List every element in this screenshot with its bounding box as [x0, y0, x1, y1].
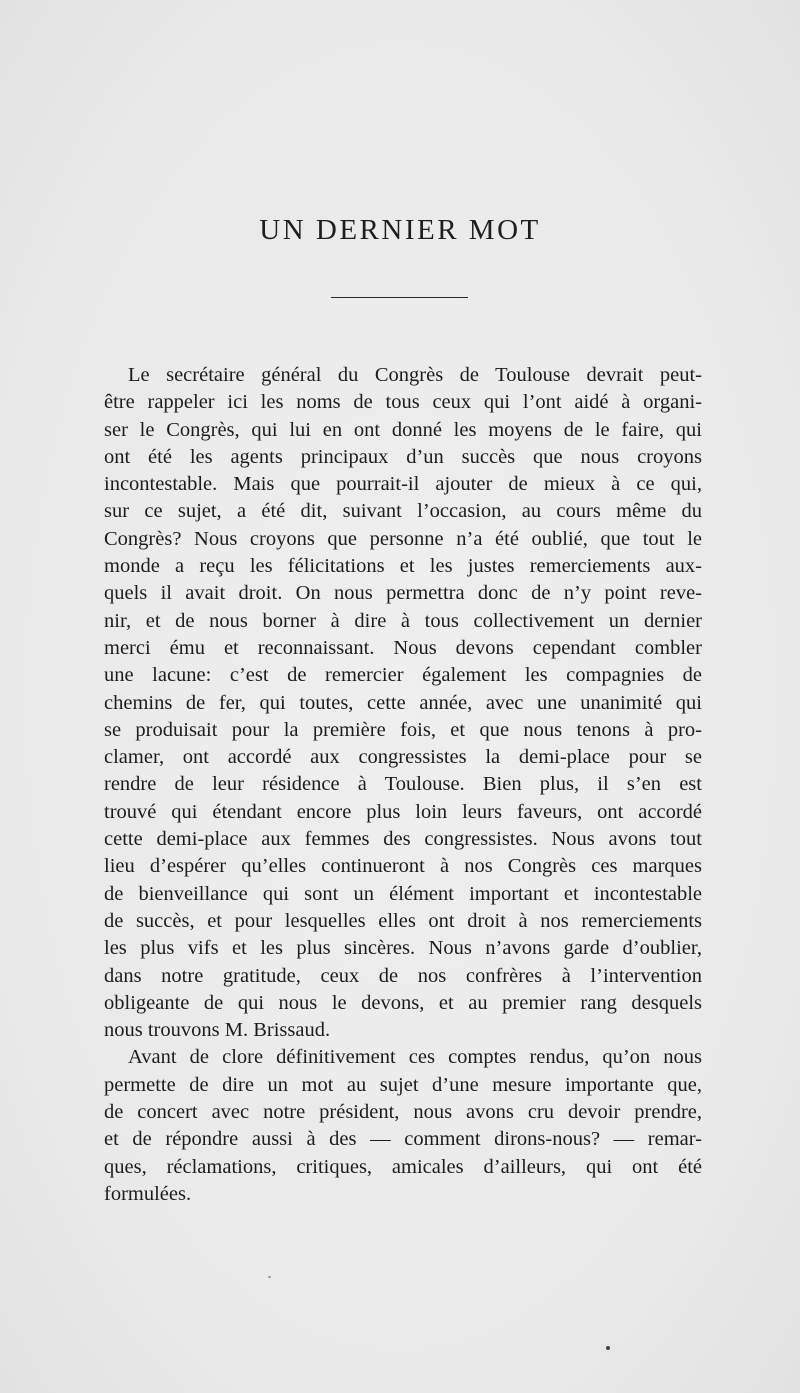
paragraph-2 [104, 1044, 702, 1208]
text-line: monde a reçu les félicitations et les justes remerciements aux- [104, 555, 702, 578]
text-line: rendre de leur résidence à Toulouse. Bien plus, il s’en est [104, 773, 702, 796]
text-line: permette de dire un mot au sujet d’une mesure importante que, [104, 1073, 702, 1096]
text-line: les plus vifs et les plus sincères. Nous n’avons garde d’oublier, [104, 937, 702, 960]
text-line: dans notre gratitude, ceux de nos confrères à l’intervention [104, 964, 702, 987]
text-line: formulées. [104, 1182, 192, 1205]
title-divider [331, 297, 468, 298]
text-line: merci ému et reconnaissant. Nous devons cependant combler [104, 636, 702, 659]
text-line: de bienveillance qui sont un élément important et incontestable [104, 882, 702, 905]
paragraph-1 [104, 362, 702, 1044]
text-line: chemins de fer, qui toutes, cette année, avec une unanimité qui [104, 691, 702, 714]
text-line: ont été les agents principaux d’un succès que nous croyons [104, 445, 702, 468]
text-line: obligeante de qui nous le devons, et au premier rang desquels [104, 991, 702, 1014]
text-line: ques, réclamations, critiques, amicales d’ailleurs, qui ont été [104, 1155, 702, 1178]
text-line: être rappeler ici les noms de tous ceux qui l’ont aidé à organi- [104, 391, 702, 414]
text-line: de concert avec notre président, nous avons cru devoir prendre, [104, 1101, 702, 1124]
text-line: Avant de clore définitivement ces comptes rendus, qu’on nous [128, 1046, 702, 1069]
text-line: une lacune: c’est de remercier également les compagnies de [104, 664, 702, 687]
text-line: de succès, et pour lesquelles elles ont droit à nos remerciements [104, 909, 702, 932]
text-line: sur ce sujet, a été dit, suivant l’occasion, au cours même du [104, 500, 702, 523]
chapter-title: UN DERNIER MOT [259, 214, 541, 246]
text-line: quels il avait droit. On nous permettra donc de n’y point reve- [104, 582, 702, 605]
text-line: clamer, ont accordé aux congressistes la demi-place pour se [104, 746, 702, 769]
text-line: et de répondre aussi à des — comment dirons-nous? — remar- [104, 1128, 702, 1151]
text-line: cette demi-place aux femmes des congressistes. Nous avons tout [104, 828, 702, 851]
text-line: lieu d’espérer qu’elles continueront à nos Congrès ces marques [104, 855, 702, 878]
text-line: ser le Congrès, qui lui en ont donné les moyens de le faire, qui [104, 418, 702, 441]
text-line: Congrès? Nous croyons que personne n’a été oublié, que tout le [104, 527, 702, 550]
body-text [104, 362, 702, 1208]
text-line: se produisait pour la première fois, et que nous tenons à pro- [104, 718, 702, 741]
text-line: Le secrétaire général du Congrès de Toulouse devrait peut- [128, 364, 702, 386]
text-line: incontestable. Mais que pourrait-il ajouter de mieux à ce qui, [104, 473, 702, 496]
ink-speck [268, 1276, 271, 1278]
text-line: nous trouvons M. Brissaud. [104, 1019, 331, 1042]
ink-speck [606, 1346, 610, 1350]
text-line: trouvé qui étendant encore plus loin leurs faveurs, ont accordé [104, 800, 702, 823]
text-line: nir, et de nous borner à dire à tous collectivement un dernier [104, 609, 702, 632]
